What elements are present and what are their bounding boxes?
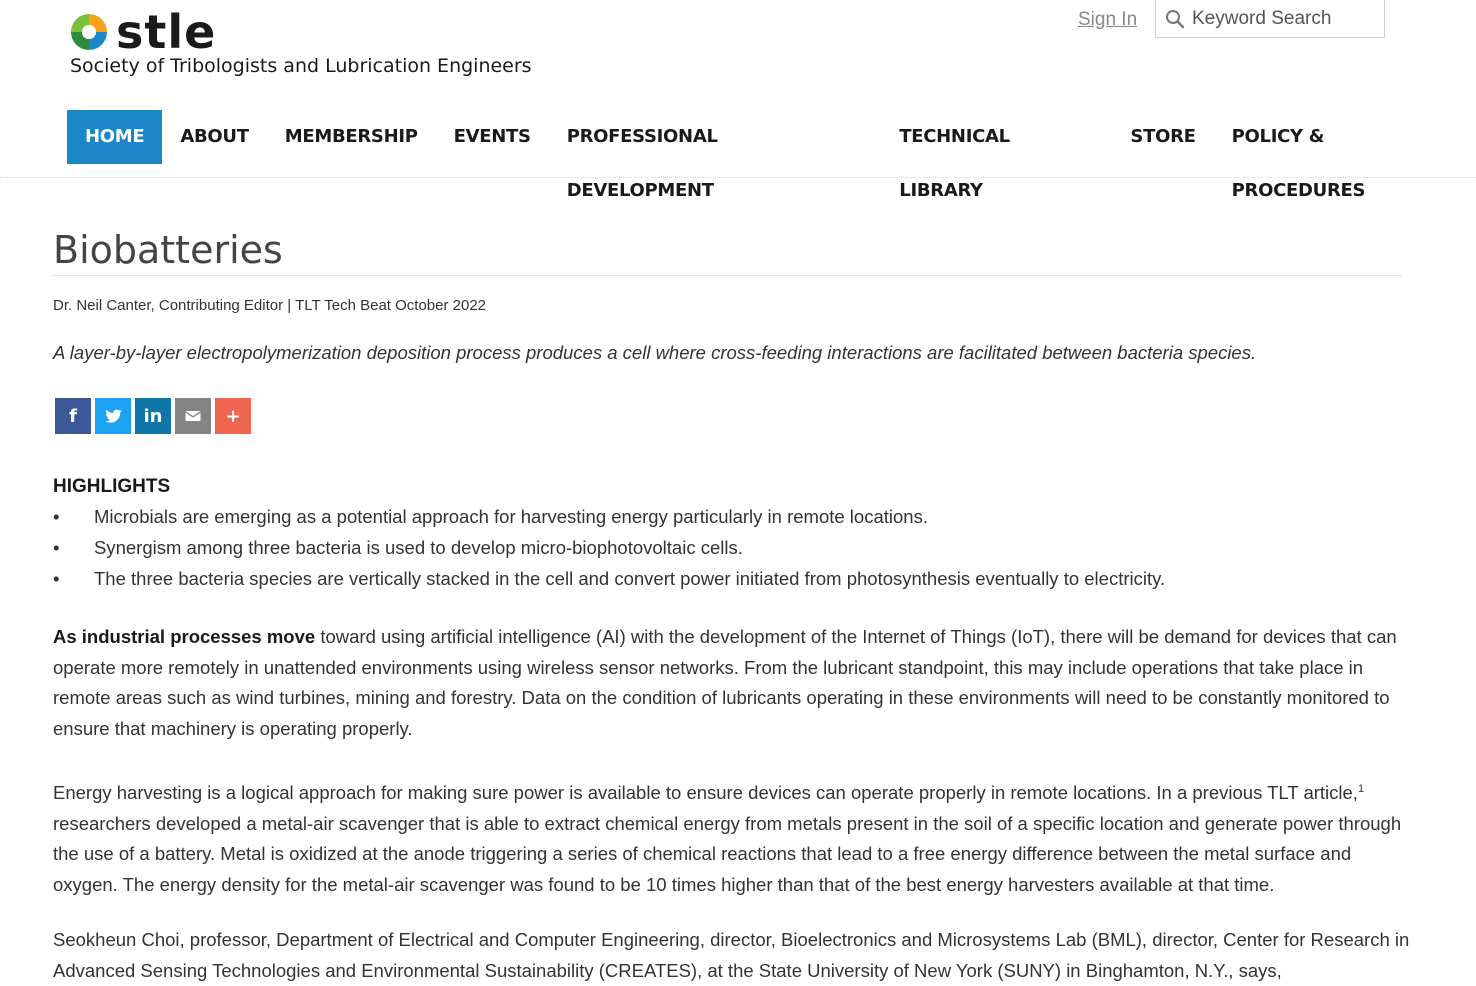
nav-events[interactable]: EVENTS <box>453 126 531 147</box>
highlights-list <box>53 503 1165 596</box>
highlights-heading: HIGHLIGHTS <box>53 476 171 497</box>
twitter-icon <box>103 406 123 426</box>
search-input[interactable] <box>1190 7 1384 31</box>
logo-wordmark: stle <box>116 5 217 59</box>
nav-divider <box>0 177 1476 178</box>
linkedin-share-button[interactable] <box>135 398 171 434</box>
twitter-share-button[interactable] <box>95 398 131 434</box>
share-bar <box>55 398 251 434</box>
site-logo[interactable] <box>68 5 532 77</box>
article-paragraph <box>53 774 1413 900</box>
paragraph-text: toward using artificial intelligence (AI) with the development of the Internet of Things (IoT), there will be demand for devices that can operate more remotely in unattended environments using wireless sensor networks. From the lubricant standpoint, this may include operations that take place in remote areas such as wind turbines, mining and forestry. Data on the condition of lubricants operating in these environments will need to be constantly monitored to ensure that machinery is operating properly. <box>53 626 1397 739</box>
article-byline: Dr. Neil Canter, Contributing Editor | TLT Tech Beat October 2022 <box>53 297 487 314</box>
nav-store[interactable]: STORE <box>1130 126 1196 147</box>
nav-technical-library[interactable]: TECHNICAL LIBRARY <box>899 126 1010 201</box>
paragraph-text: Energy harvesting is a logical approach for making sure power is available to ensure devices can operate properly in remote locations. In a previous TLT article, <box>53 782 1358 804</box>
list-item: • The three bacteria species are vertically stacked in the cell and convert power initiated from photosynthesis eventually to electricity. <box>53 565 1165 596</box>
nav-home[interactable]: HOME <box>67 110 162 164</box>
plus-icon: + <box>225 405 241 427</box>
facebook-share-button[interactable] <box>55 398 91 434</box>
logo-subtitle: Society of Tribologists and Lubrication Engineers <box>70 55 532 77</box>
nav-professional-development[interactable]: PROFESSIONAL DEVELOPMENT <box>566 126 718 201</box>
paragraph-text: researchers developed a metal-air scavenger that is able to extract chemical energy from metals present in the soil of a specific location and generate power through the use of a battery. Metal is oxidized at the anode triggering a series of chemical reactions that lead to a free energy difference between the metal surface and oxygen. The energy density for the metal-air scavenger was found to be 10 times higher than that of the best energy harvesters available at that time. <box>53 812 1402 895</box>
email-share-button[interactable] <box>175 398 211 434</box>
list-item: • Microbials are emerging as a potential approach for harvesting energy particularly in remote locations. <box>53 503 1165 534</box>
title-divider <box>53 275 1402 276</box>
facebook-icon: f <box>69 405 77 427</box>
main-nav <box>67 110 1476 201</box>
list-item: • Synergism among three bacteria is used to develop micro-biophotovoltaic cells. <box>53 534 1165 565</box>
article-paragraph <box>53 622 1413 744</box>
article-title: Biobatteries <box>53 228 283 272</box>
article-summary: A layer-by-layer electropolymerization deposition process produces a cell where cross-feeding interactions are facilitated between bacteria species. <box>53 342 1257 363</box>
sign-in-link[interactable]: Sign In <box>1078 9 1138 30</box>
linkedin-icon: in <box>143 405 163 427</box>
lead-in-text: As industrial processes move <box>53 626 316 647</box>
nav-policy-procedures[interactable]: POLICY & PROCEDURES <box>1231 126 1366 201</box>
email-icon <box>183 406 203 426</box>
keyword-search[interactable] <box>1155 0 1385 38</box>
more-share-button[interactable] <box>215 398 251 434</box>
nav-membership[interactable]: MEMBERSHIP <box>284 126 418 147</box>
stle-logo-icon <box>68 11 110 53</box>
nav-about[interactable]: ABOUT <box>180 126 249 147</box>
article-paragraph: Seokheun Choi, professor, Department of Electrical and Computer Engineering, director, Bioelectronics and Microsystems Lab (BML), director, Center for Research in Advanced Sensing Technologies and Environmental Sustainability (CREATES), at the State University of New York (SUNY) in Binghamton, N.Y., says, <box>53 929 1410 981</box>
footnote-reference[interactable]: 1 <box>1357 783 1365 795</box>
search-icon <box>1164 8 1186 30</box>
